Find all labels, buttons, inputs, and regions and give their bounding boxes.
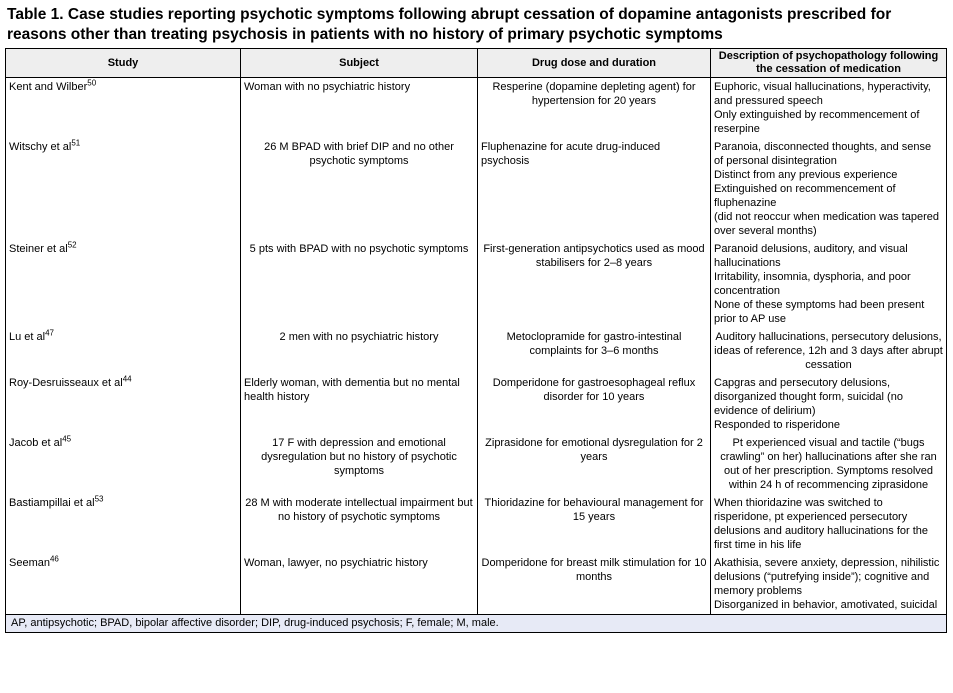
- text-block: When thioridazine was switched to risperidone, pt experienced persecutory delusions and auditory hallucinations for the first time in his life: [714, 497, 929, 551]
- reference-number: 53: [94, 494, 104, 504]
- study-cell: [6, 374, 241, 434]
- column-header-study: Study: [6, 49, 241, 78]
- subject-cell: [241, 374, 478, 434]
- case-studies-table: [5, 48, 947, 615]
- column-header-subject: Subject: [241, 49, 478, 78]
- description-cell: [711, 434, 947, 494]
- description-cell: [711, 328, 947, 374]
- text-block: Distinct from any previous experience: [714, 169, 898, 181]
- table-row: [6, 554, 947, 615]
- text-block: 26 M BPAD with brief DIP and no other psychotic symptoms: [264, 141, 454, 167]
- subject-cell: [241, 138, 478, 240]
- study-name: Steiner et al: [9, 243, 68, 255]
- text-block: 28 M with moderate intellectual impairment but no history of psychotic symptoms: [245, 497, 473, 523]
- description-cell: [711, 494, 947, 554]
- study-name: Seeman: [9, 557, 50, 569]
- text-block: Paranoia, disconnected thoughts, and sense of personal disintegration: [714, 141, 932, 167]
- text-block: Only extinguished by recommencement of reserpine: [714, 109, 920, 135]
- study-cell: [6, 494, 241, 554]
- table-body: [6, 78, 947, 615]
- study-name: Witschy et al: [9, 141, 72, 153]
- table-row: [6, 78, 947, 139]
- column-header-drug: Drug dose and duration: [478, 49, 711, 78]
- study-name: Kent and Wilber: [9, 81, 88, 93]
- study-cell: [6, 554, 241, 615]
- subject-cell: [241, 434, 478, 494]
- table-row: [6, 494, 947, 554]
- study-cell: [6, 138, 241, 240]
- text-block: Metoclopramide for gastro-intestinal complaints for 3–6 months: [506, 331, 682, 357]
- reference-number: 50: [87, 78, 97, 88]
- subject-cell: [241, 494, 478, 554]
- text-block: Woman, lawyer, no psychiatric history: [244, 557, 428, 569]
- study-name: Jacob et al: [9, 437, 63, 449]
- subject-cell: [241, 78, 478, 139]
- abbreviations-footnote: AP, antipsychotic; BPAD, bipolar affective disorder; DIP, drug-induced psychosis; F, female; M, male.: [5, 615, 947, 633]
- column-header-description: Description of psychopathology following the cessation of medication: [711, 49, 947, 78]
- study-cell: [6, 328, 241, 374]
- table-row: [6, 434, 947, 494]
- reference-number: 44: [122, 374, 132, 384]
- text-block: Euphoric, visual hallucinations, hyperactivity, and pressured speech: [714, 81, 931, 107]
- study-name: Lu et al: [9, 331, 46, 343]
- reference-number: 46: [49, 554, 59, 564]
- reference-number: 47: [45, 328, 54, 338]
- subject-cell: [241, 328, 478, 374]
- text-block: Resperine (dopamine depleting agent) for hypertension for 20 years: [492, 81, 696, 107]
- text-block: None of these symptoms had been present prior to AP use: [714, 299, 925, 325]
- text-block: Woman with no psychiatric history: [244, 81, 411, 93]
- text-block: Extinguished on recommencement of fluphenazine: [714, 183, 896, 209]
- description-cell: [711, 554, 947, 615]
- text-block: Domperidone for breast milk stimulation for 10 months: [481, 557, 707, 583]
- drug-cell: [478, 494, 711, 554]
- subject-cell: [241, 240, 478, 328]
- drug-cell: [478, 374, 711, 434]
- text-block: Fluphenazine for acute drug-induced psychosis: [481, 141, 661, 167]
- description-cell: [711, 78, 947, 139]
- drug-cell: [478, 78, 711, 139]
- reference-number: 45: [62, 434, 72, 444]
- text-block: Akathisia, severe anxiety, depression, nihilistic delusions (“putrefying inside”); cognitive and memory problems: [714, 557, 940, 597]
- table-row: [6, 240, 947, 328]
- study-name: Bastiampillai et al: [9, 497, 95, 509]
- text-block: (did not reoccur when medication was tapered over several months): [714, 211, 940, 237]
- text-block: First-generation antipsychotics used as mood stabilisers for 2–8 years: [483, 243, 705, 269]
- study-cell: [6, 434, 241, 494]
- text-block: Elderly woman, with dementia but no mental health history: [244, 377, 460, 403]
- table-title: Table 1. Case studies reporting psychotic symptoms following abrupt cessation of dopamine antagonists prescribed for reasons other than treating psychosis in patients with no history of primary psychotic symptoms: [7, 6, 892, 43]
- text-block: Paranoid delusions, auditory, and visual hallucinations: [714, 243, 908, 269]
- text-block: Responded to risperidone: [714, 419, 840, 431]
- text-block: 17 F with depression and emotional dysregulation but no history of psychotic symptoms: [261, 437, 457, 477]
- description-cell: [711, 138, 947, 240]
- drug-cell: [478, 138, 711, 240]
- drug-cell: [478, 434, 711, 494]
- table-row: [6, 328, 947, 374]
- reference-number: 52: [67, 240, 77, 250]
- text-block: Auditory hallucinations, persecutory delusions, ideas of reference, 12h and 3 days after abrupt cessation: [714, 331, 943, 371]
- text-block: Disorganized in behavior, amotivated, suicidal: [714, 599, 938, 611]
- header-row: [6, 49, 947, 78]
- table-row: [6, 138, 947, 240]
- study-cell: [6, 240, 241, 328]
- drug-cell: [478, 240, 711, 328]
- text-block: 5 pts with BPAD with no psychotic symptoms: [249, 243, 469, 255]
- study-cell: [6, 78, 241, 139]
- text-block: 2 men with no psychiatric history: [279, 331, 439, 343]
- text-block: Domperidone for gastroesophageal reflux disorder for 10 years: [492, 377, 696, 403]
- text-block: Irritability, insomnia, dysphoria, and poor concentration: [714, 271, 911, 297]
- description-cell: [711, 240, 947, 328]
- drug-cell: [478, 328, 711, 374]
- subject-cell: [241, 554, 478, 615]
- text-block: Capgras and persecutory delusions, disorganized thought form, suicidal (no evidence of delirium): [714, 377, 903, 417]
- table-row: [6, 374, 947, 434]
- description-cell: [711, 374, 947, 434]
- drug-cell: [478, 554, 711, 615]
- reference-number: 51: [71, 138, 81, 148]
- text-block: Pt experienced visual and tactile (“bugs crawling” on her) hallucinations after she ran out of her prescription. Symptoms resolved within 24 h of recommencing ziprasidone: [720, 437, 937, 491]
- text-block: Ziprasidone for emotional dysregulation for 2 years: [485, 437, 703, 463]
- study-name: Roy-Desruisseaux et al: [9, 377, 123, 389]
- text-block: Thioridazine for behavioural management for 15 years: [484, 497, 704, 523]
